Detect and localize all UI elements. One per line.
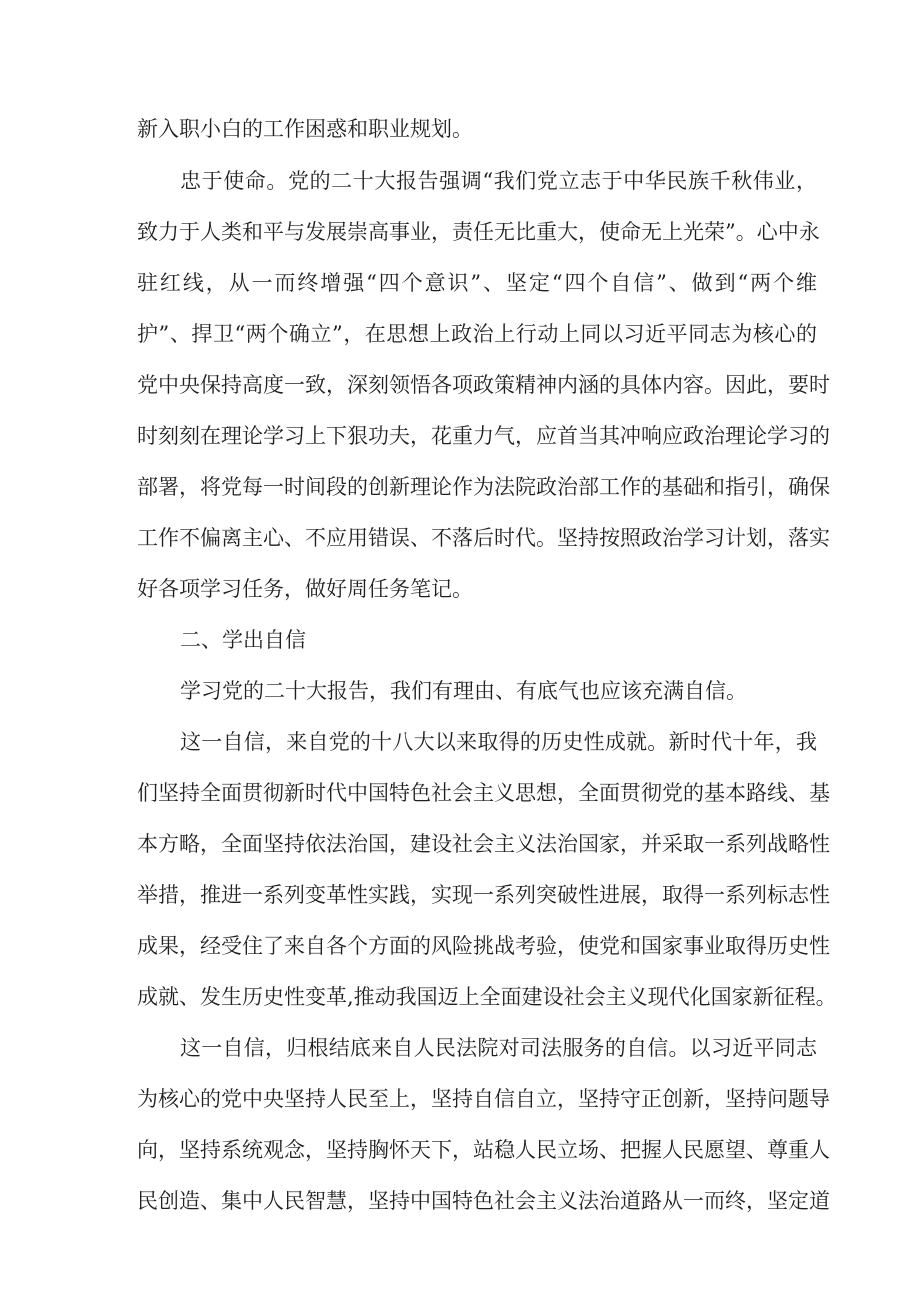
paragraph-line: 护”、捍卫“两个确立”，在思想上政治上行动上同以习近平同志为核心的 xyxy=(137,322,817,346)
section-heading: 二、学出自信 xyxy=(180,628,306,652)
paragraph-line: 学习党的二十大报告，我们有理由、有底气也应该充满自信。 xyxy=(180,679,747,703)
paragraph-line: 驻红线，从一而终增强“四个意识”、坚定“四个自信”、做到“两个维 xyxy=(137,271,817,295)
paragraph-line: 工作不偏离主心、不应用错误、不落后时代。坚持按照政治学习计划，落实 xyxy=(137,526,830,550)
paragraph-line: 忠于使命。党的二十大报告强调“我们党立志于中华民族千秋伟业， xyxy=(180,169,817,193)
paragraph-line: 党中央保持高度一致，深刻领悟各项政策精神内涵的具体内容。因此，要时 xyxy=(137,373,830,397)
paragraph-line: 成果，经受住了来自各个方面的风险挑战考验，使党和国家事业取得历史性 xyxy=(137,934,830,958)
paragraph-line: 时刻刻在理论学习上下狠功夫，花重力气，应首当其冲响应政治理论学习的 xyxy=(137,424,830,448)
paragraph-line: 这一自信，归根结底来自人民法院对司法服务的自信。以习近平同志 xyxy=(180,1036,817,1060)
paragraph-line: 举措，推进一系列变革性实践，实现一系列突破性进展，取得一系列标志性 xyxy=(137,883,830,907)
paragraph-line: 这一自信，来自党的十八大以来取得的历史性成就。新时代十年，我 xyxy=(180,730,817,754)
paragraph-line: 好各项学习任务，做好周任务笔记。 xyxy=(137,577,473,601)
paragraph-line: 部署，将党每一时间段的创新理论作为法院政治部工作的基础和指引，确保 xyxy=(137,475,830,499)
paragraph-line: 民创造、集中人民智慧，坚持中国特色社会主义法治道路从一而终，坚定道 xyxy=(137,1189,830,1213)
paragraph-line: 为核心的党中央坚持人民至上，坚持自信自立，坚持守正创新，坚持问题导 xyxy=(137,1087,830,1111)
paragraph-line: 向，坚持系统观念，坚持胸怀天下，站稳人民立场、把握人民愿望、尊重人 xyxy=(137,1138,830,1162)
paragraph-line: 新入职小白的工作困惑和职业规划。 xyxy=(137,117,473,141)
paragraph-line: 成就、发生历史性变革,推动我国迈上全面建设社会主义现代化国家新征程。 xyxy=(137,985,837,1009)
paragraph-line: 们坚持全面贯彻新时代中国特色社会主义思想，全面贯彻党的基本路线、基 xyxy=(137,781,830,805)
paragraph-line: 本方略，全面坚持依法治国，建设社会主义法治国家，并采取一系列战略性 xyxy=(137,832,830,856)
paragraph-line: 致力于人类和平与发展崇高事业，责任无比重大，使命无上光荣”。心中永 xyxy=(137,220,820,244)
